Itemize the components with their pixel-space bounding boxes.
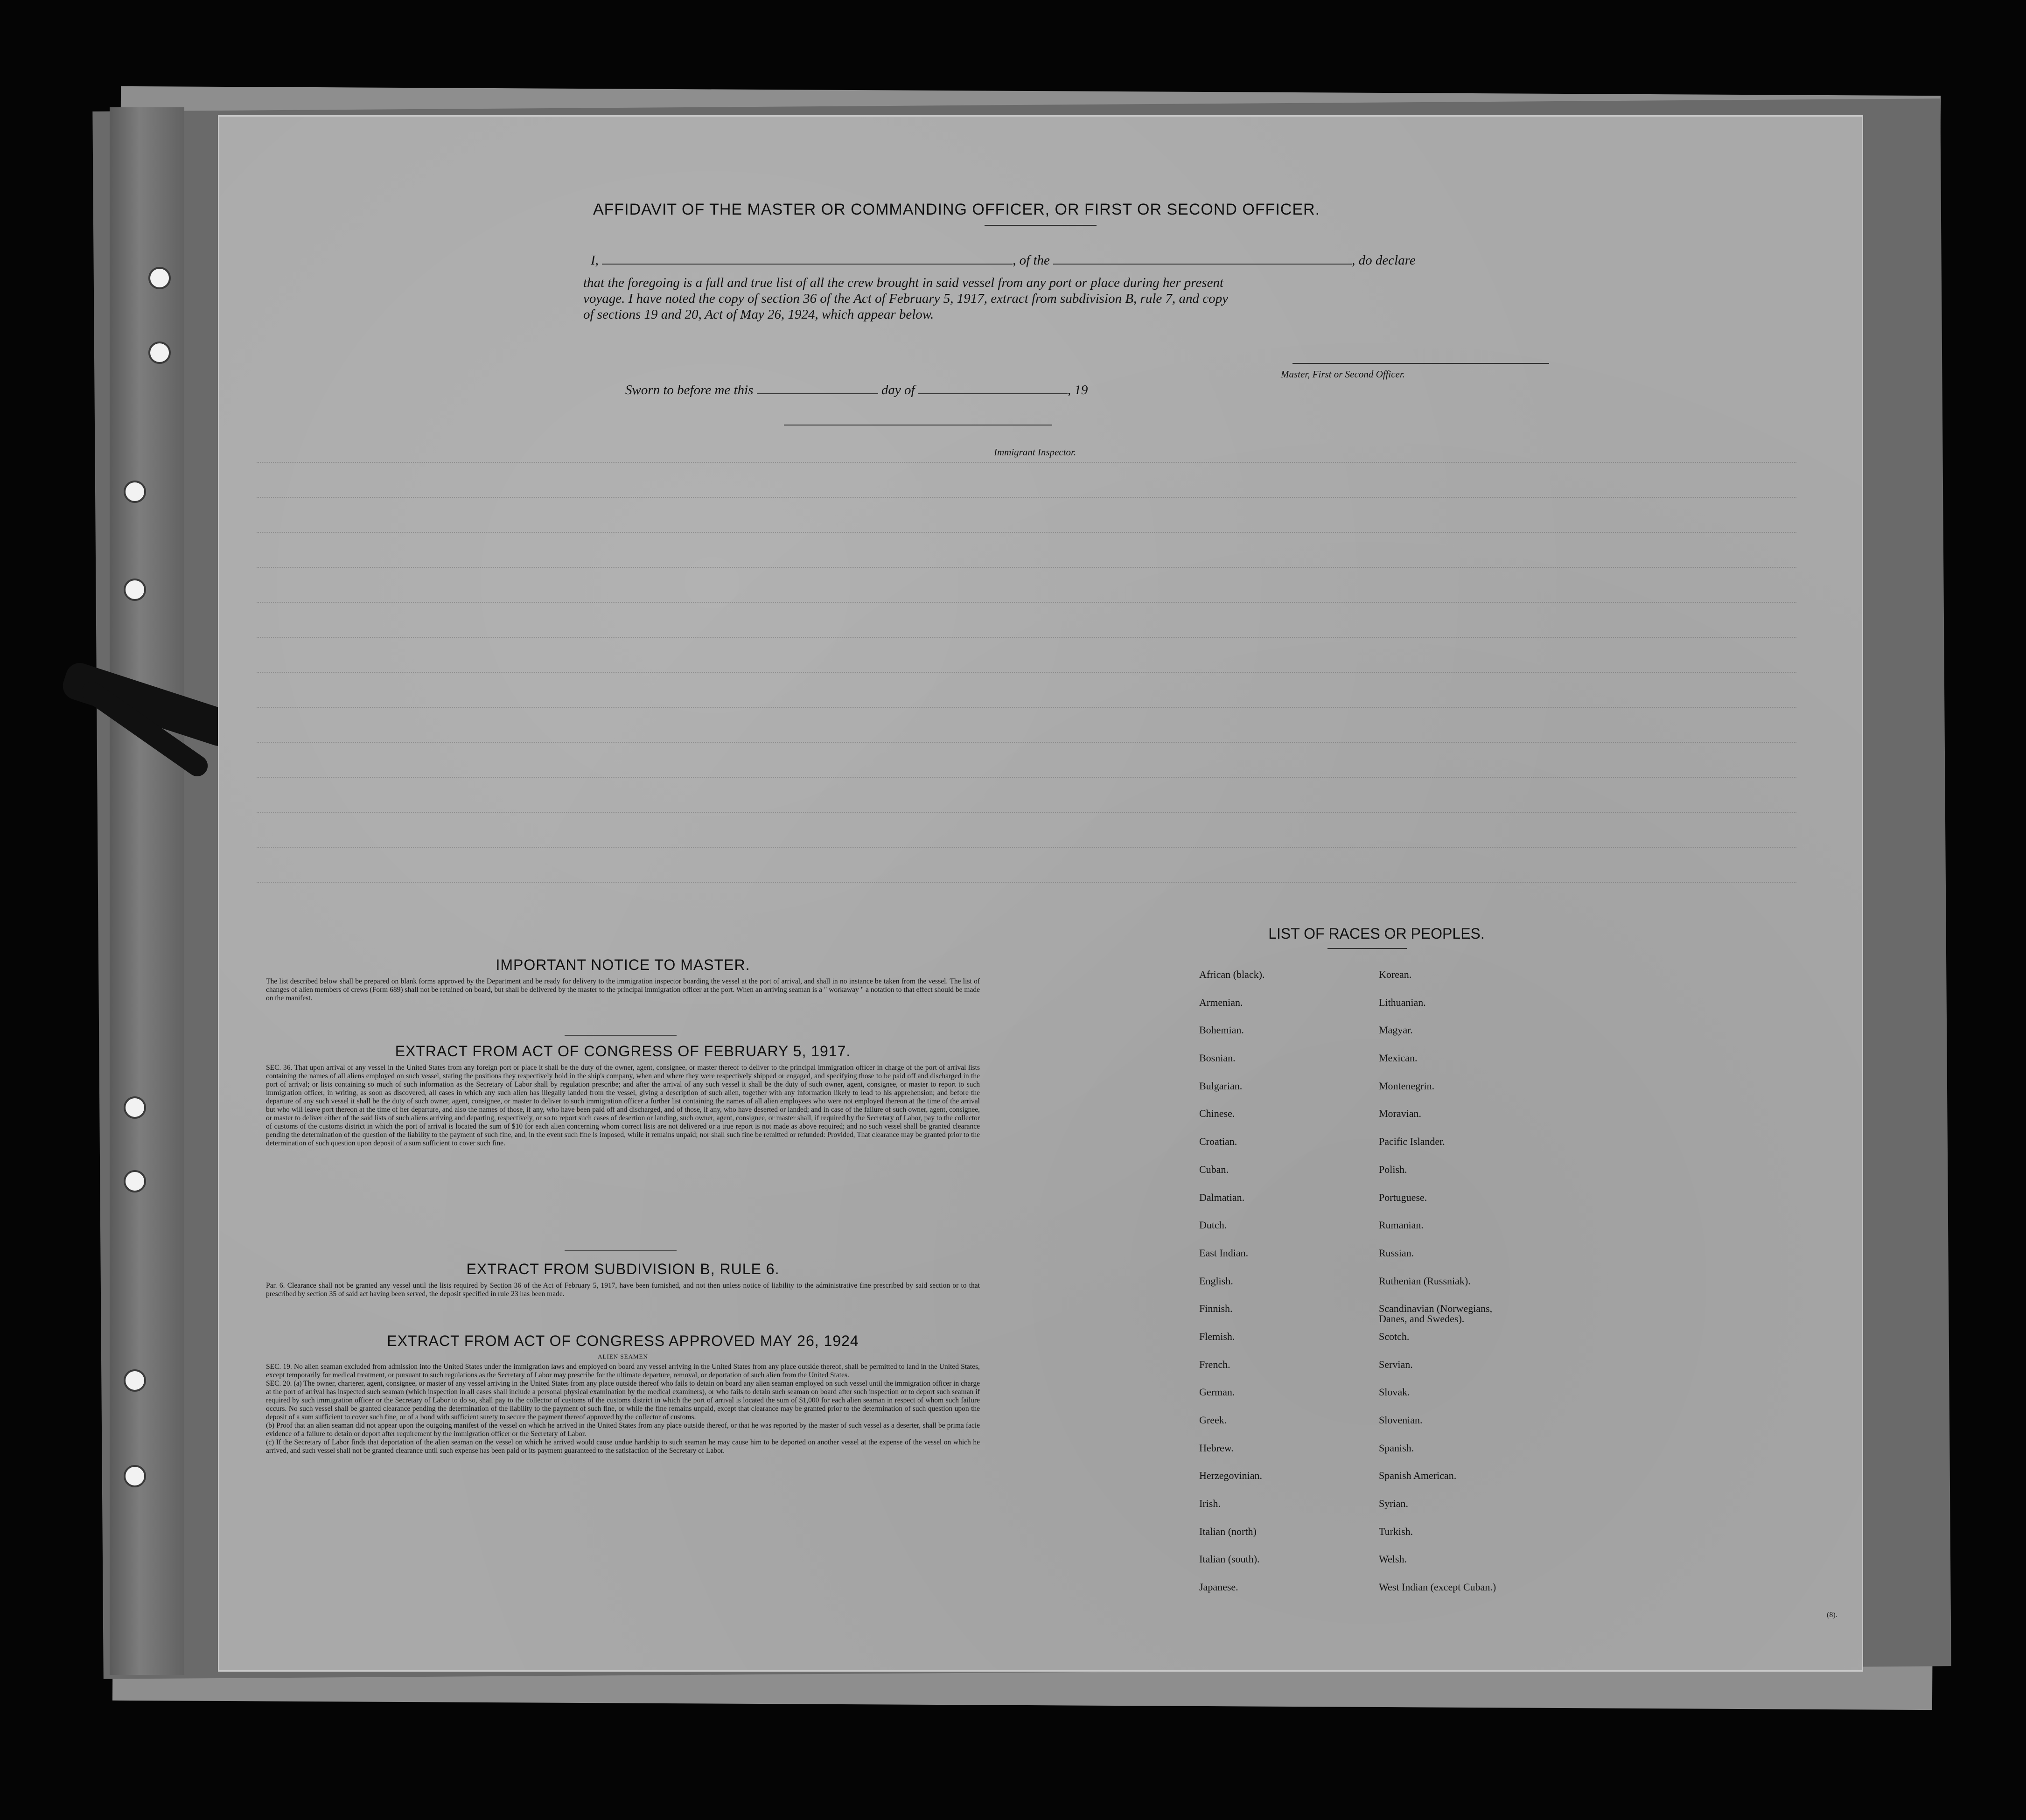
bleed-through-row bbox=[257, 742, 1796, 744]
bleed-through-row bbox=[257, 532, 1796, 534]
sworn-label: Sworn to before me this bbox=[625, 383, 754, 397]
race-item: West Indian (except Cuban.) bbox=[1379, 1581, 1496, 1593]
affidavit-body-line-2: voyage. I have noted the copy of section 36 of the Act of February 5, 1917, extract from subdivision B, rule 7, and copy bbox=[583, 291, 1229, 306]
sworn-day-blank[interactable] bbox=[757, 393, 878, 394]
extract-rule-6 bbox=[266, 1261, 980, 1298]
bleed-through-row bbox=[257, 777, 1796, 779]
notice-text: The list described below shall be prepared on blank forms approved by the Department and be ready for delivery to the immigration inspector boarding the vessel at the port of arrival, and shall in no instance be taken from the vessel. The list of changes of alien members of crews (Form 689) shall not be retained on board, but shall be delivered by the master to the principal immigration officer at the port. When an arriving seaman is a " workaway " a notation to that effect should be made on the manifest. bbox=[266, 977, 980, 1002]
master-signature-caption: Master, First or Second Officer. bbox=[1281, 369, 1405, 380]
extract-rule-6-text: Par. 6. Clearance shall not be granted any vessel until the lists required by Section 36 of the Act of February 5, 1917, have been furnished, and not then unless notice of liability to the administrative fine prescribed by said section or to that prescribed by section 35 of said act having been served, the deposit specified in rule 23 has been made. bbox=[266, 1282, 980, 1298]
punch-hole bbox=[124, 1465, 146, 1487]
notice-title: IMPORTANT NOTICE TO MASTER. bbox=[496, 956, 750, 973]
race-item: Ruthenian (Russniak). bbox=[1379, 1275, 1471, 1287]
inspector-caption: Immigrant Inspector. bbox=[994, 446, 1076, 458]
sworn-line bbox=[625, 383, 1088, 398]
race-item: Spanish. bbox=[1379, 1442, 1414, 1454]
section-divider bbox=[565, 1035, 677, 1036]
title-divider bbox=[985, 225, 1097, 226]
declarant-name-blank[interactable] bbox=[602, 264, 1013, 265]
sworn-month-blank[interactable] bbox=[918, 393, 1068, 394]
punch-hole bbox=[124, 1369, 146, 1392]
race-item: Flemish. bbox=[1199, 1330, 1235, 1342]
race-item: Cuban. bbox=[1199, 1163, 1229, 1175]
day-of-label: day of bbox=[881, 383, 915, 397]
race-item: English. bbox=[1199, 1275, 1233, 1287]
race-item: Italian (north) bbox=[1199, 1525, 1257, 1537]
races-left-column bbox=[1199, 969, 1265, 1610]
extract-1924-sec-20a: SEC. 20. (a) The owner, charterer, agent, consignee, or master of any vessel arriving in the United States from any place outside thereof who fails to detain on board any alien seaman employed on such vessel until the immigration officer in charge at the port of arrival has inspected such seaman (which inspection in all cases shall include a personal physical examination by the medical examiners), or who fails to detain such seaman on board after such inspection or to deport such seaman if required by such immigration officer or the Secretary of Labor to do so, shall pay to the collector of customs of the customs district in which the port of arrival is located the sum of $1,000 for each alien seaman in respect of whom such failure occurs. No such vessel shall be granted clearance pending the determination of the liability to the payment of such fine, or while the fine remains unpaid, except that clearance may be granted prior to the determination of such question upon the deposit of a sum sufficient to cover such fine, or of a bond with sufficient surety to secure the payment thereof approved by the collector of customs. bbox=[266, 1380, 980, 1421]
race-item: Dutch. bbox=[1199, 1219, 1227, 1231]
bleed-through-row bbox=[257, 602, 1796, 604]
binding-strip bbox=[110, 107, 184, 1675]
notice-to-master bbox=[266, 956, 980, 1003]
bleed-through-row bbox=[257, 567, 1796, 569]
punch-hole bbox=[148, 267, 171, 289]
races-divider bbox=[1327, 948, 1407, 949]
form-code: (8). bbox=[1827, 1611, 1837, 1619]
bleed-through-row bbox=[257, 847, 1796, 849]
race-item: Bulgarian. bbox=[1199, 1080, 1243, 1092]
extract-1924-title: EXTRACT FROM ACT OF CONGRESS APPROVED MAY 26, 1924 bbox=[387, 1332, 859, 1349]
race-item: Irish. bbox=[1199, 1498, 1221, 1510]
race-item: Turkish. bbox=[1379, 1525, 1413, 1537]
race-item: Montenegrin. bbox=[1379, 1080, 1435, 1092]
race-item: African (black). bbox=[1199, 969, 1265, 980]
do-declare-label: , do declare bbox=[1352, 253, 1416, 268]
races-title: LIST OF RACES OR PEOPLES. bbox=[1268, 925, 1485, 942]
punch-hole bbox=[148, 342, 171, 364]
race-item: Syrian. bbox=[1379, 1498, 1408, 1510]
race-item: Hebrew. bbox=[1199, 1442, 1234, 1454]
race-item: Croatian. bbox=[1199, 1136, 1237, 1148]
race-item: Russian. bbox=[1379, 1247, 1414, 1259]
extract-1917-text: SEC. 36. That upon arrival of any vessel in the United States from any foreign port or place it shall be the duty of the owner, agent, consignee, or master thereof to deliver to the principal immigration officer in charge of the port of arrival lists containing the names of all aliens employed on such vessel, stating the positions they respectively hold in the ship's company, when and where they were respectively shipped or engaged, and specifying those to be paid off and discharged in the port of arrival; or lists containing so much of such information as the Secretary of Labor shall by regulation prescribe; and after the arrival of any such vessel it shall be the duty of such owner, agent, consignee, or master to report to such immigration officer, in writing, as soon as discovered, all cases in which any such alien has illegally landed from the vessel, giving a description of such alien, together with any information likely to lead to his apprehension; and before the departure of any such vessel it shall be the duty of such owner, agent, consignee, or master to deliver to such immigration officer a further list containing the names of all alien employees who were not employed thereon at the time of the arrival but who will leave port thereon at the time of her departure, and also the names of those, if any, who have been paid off and discharged, and of those, if any, who have deserted or landed; and in case of the failure of such owner, agent, consignee, or master to deliver either of the said lists of such aliens arriving and departing, respectively, or so to report such cases of desertion or landing, such owner, agent, consignee, or master shall, if required by the Secretary of Labor, pay to the collector of customs of the customs district in which the port of arrival is located the sum of $10 for each alien concerning whom correct lists are not delivered or a true report is not made as above required; and no such vessel shall be granted clearance pending the determination of the question of the liability to the payment of such fine, and, in the event such fine is imposed, while it remains unpaid; nor shall such fine be remitted or refunded: Provided, That clearance may be granted prior to the determination of such question upon deposit of a sum sufficient to cover such fine. bbox=[266, 1064, 980, 1147]
extract-1924-sec-19: SEC. 19. No alien seaman excluded from admission into the United States under the immigration laws and employed on board any vessel arriving in the United States from any place outside thereof, shall be permitted to land in the United States, except temporarily for medical treatment, or pursuant to such regulations as the Secretary of Labor may prescribe for the ultimate departure, removal, or deportation of such alien from the United States. bbox=[266, 1363, 980, 1379]
race-item: Spanish American. bbox=[1379, 1470, 1457, 1482]
race-item: Korean. bbox=[1379, 969, 1412, 980]
bleed-through-row bbox=[257, 637, 1796, 639]
affidavit-body-line-3: of sections 19 and 20, Act of May 26, 1924, which appear below. bbox=[583, 307, 934, 322]
bleed-through-row bbox=[257, 707, 1796, 709]
race-item: Chinese. bbox=[1199, 1108, 1235, 1120]
race-item: French. bbox=[1199, 1358, 1230, 1370]
vessel-name-blank[interactable] bbox=[1053, 264, 1352, 265]
i-label: I, bbox=[591, 253, 599, 268]
bleed-through-row bbox=[257, 812, 1796, 814]
race-item: Bohemian. bbox=[1199, 1024, 1244, 1036]
race-item: East Indian. bbox=[1199, 1247, 1249, 1259]
race-item: German. bbox=[1199, 1386, 1235, 1398]
race-item: Italian (south). bbox=[1199, 1553, 1260, 1565]
race-item: Bosnian. bbox=[1199, 1052, 1236, 1064]
race-item: Scandinavian (Norwegians, Danes, and Swedes). bbox=[1379, 1303, 1493, 1325]
race-item: Servian. bbox=[1379, 1358, 1413, 1370]
section-divider bbox=[565, 1250, 677, 1251]
extract-1917-title: EXTRACT FROM ACT OF CONGRESS OF FEBRUARY 5, 1917. bbox=[395, 1043, 851, 1060]
affidavit-body-line-1: that the foregoing is a full and true list of all the crew brought in said vessel from any port or place during her present bbox=[583, 275, 1224, 290]
races-right-column bbox=[1379, 969, 1496, 1610]
race-item: Rumanian. bbox=[1379, 1219, 1424, 1231]
race-item: Pacific Islander. bbox=[1379, 1136, 1445, 1148]
race-item: Dalmatian. bbox=[1199, 1191, 1245, 1203]
year-label: , 19 bbox=[1067, 383, 1088, 397]
punch-hole bbox=[124, 1170, 146, 1192]
declarant-line bbox=[591, 253, 1416, 268]
bleed-through-row bbox=[257, 462, 1796, 464]
affidavit-title: AFFIDAVIT OF THE MASTER OR COMMANDING OFFICER, OR FIRST OR SECOND OFFICER. bbox=[593, 201, 1320, 218]
race-item: Welsh. bbox=[1379, 1553, 1407, 1565]
race-item: Finnish. bbox=[1199, 1303, 1233, 1315]
race-item: Greek. bbox=[1199, 1414, 1227, 1426]
bleed-through-row bbox=[257, 497, 1796, 499]
punch-hole bbox=[124, 579, 146, 601]
punch-hole bbox=[124, 1096, 146, 1119]
race-item: Armenian. bbox=[1199, 996, 1243, 1008]
race-item: Lithuanian. bbox=[1379, 996, 1426, 1008]
punch-hole bbox=[124, 481, 146, 503]
extract-rule-6-title: EXTRACT FROM SUBDIVISION B, RULE 6. bbox=[466, 1261, 780, 1277]
extract-1917 bbox=[266, 1043, 980, 1148]
bleed-through-row bbox=[257, 882, 1796, 884]
race-item: Polish. bbox=[1379, 1163, 1407, 1175]
extract-1924-subtitle: ALIEN SEAMEN bbox=[598, 1353, 648, 1360]
race-item: Mexican. bbox=[1379, 1052, 1418, 1064]
extract-1924-sec-20b: (b) Proof that an alien seaman did not appear upon the outgoing manifest of the vessel on which he arrived in the United States from any place outside thereof, or that he was reported by the master of such vessel as a deserter, shall be prima facie evidence of a failure to detain or deport after requirement by the immigration officer or the Secretary of Labor. bbox=[266, 1422, 980, 1438]
race-item: Scotch. bbox=[1379, 1330, 1410, 1342]
race-item: Magyar. bbox=[1379, 1024, 1413, 1036]
extract-1924 bbox=[266, 1332, 980, 1455]
form-page bbox=[219, 117, 1862, 1670]
of-the-label: , of the bbox=[1013, 253, 1050, 268]
master-signature-blank[interactable] bbox=[1292, 363, 1549, 364]
race-item: Portuguese. bbox=[1379, 1191, 1427, 1203]
race-item: Moravian. bbox=[1379, 1108, 1422, 1120]
race-item: Herzegovinian. bbox=[1199, 1470, 1262, 1482]
extract-1924-sec-20c: (c) If the Secretary of Labor finds that deportation of the alien seaman on the vessel on which he arrived would cause undue hardship to such seaman he may cause him to be deported on another vessel at the expense of the vessel on which he arrived, and such vessel shall not be granted clearance until such expense has been paid or its payment guaranteed to the satisfaction of the Secretary of Labor. bbox=[266, 1438, 980, 1455]
race-item: Slovak. bbox=[1379, 1386, 1410, 1398]
bleed-through-row bbox=[257, 672, 1796, 674]
race-item: Slovenian. bbox=[1379, 1414, 1423, 1426]
race-item: Japanese. bbox=[1199, 1581, 1238, 1593]
